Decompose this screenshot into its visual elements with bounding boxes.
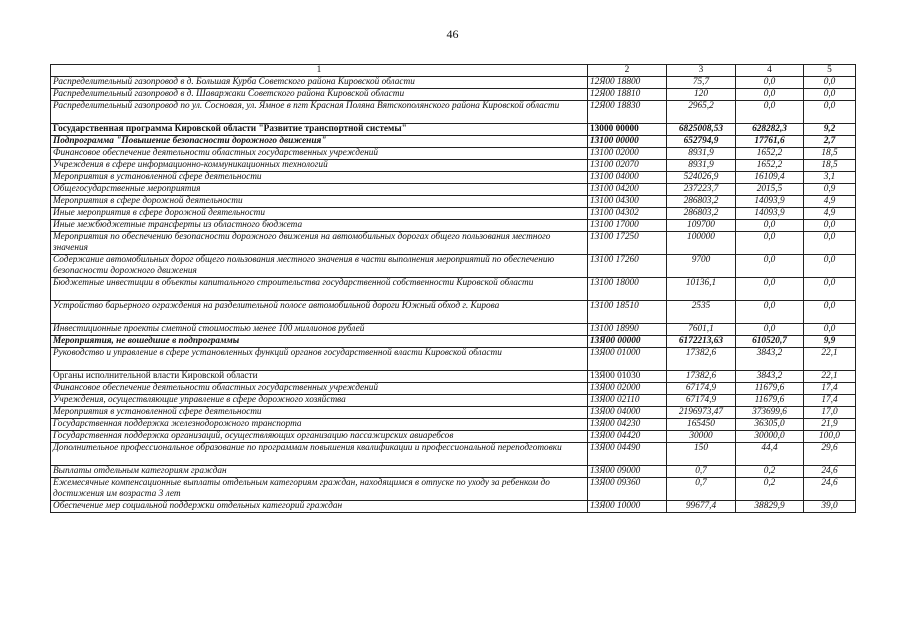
column-header: 2 <box>588 65 667 77</box>
row-actual: 3843,2 <box>736 348 804 371</box>
row-plan: 100000 <box>667 232 736 255</box>
row-name: Мероприятия в установленной сфере деятельности <box>51 172 588 184</box>
row-percent: 0,0 <box>804 232 856 255</box>
table-row <box>51 255 856 278</box>
row-percent: 17,4 <box>804 383 856 395</box>
column-header: 5 <box>804 65 856 77</box>
table-row <box>51 77 856 89</box>
row-actual: 1652,2 <box>736 148 804 160</box>
table-row <box>51 501 856 513</box>
row-code: 13100 02000 <box>588 148 667 160</box>
row-plan: 109700 <box>667 220 736 232</box>
row-plan: 120 <box>667 89 736 101</box>
row-actual: 610520,7 <box>736 336 804 348</box>
row-plan: 2965,2 <box>667 101 736 124</box>
row-plan: 6172213,63 <box>667 336 736 348</box>
row-actual: 0,0 <box>736 255 804 278</box>
row-code: 13Я00 02000 <box>588 383 667 395</box>
row-name: Инвестиционные проекты сметной стоимостью менее 100 миллионов рублей <box>51 324 588 336</box>
row-actual: 11679,6 <box>736 395 804 407</box>
row-name: Иные межбюджетные трансферты из областного бюджета <box>51 220 588 232</box>
row-actual: 0,0 <box>736 324 804 336</box>
row-plan: 30000 <box>667 431 736 443</box>
row-name: Мероприятия, не вошедшие в подпрограммы <box>51 336 588 348</box>
row-plan: 286803,2 <box>667 208 736 220</box>
row-name: Учреждения в сфере информационно-коммуникационных технологий <box>51 160 588 172</box>
table-row <box>51 419 856 431</box>
row-code: 13Я00 01030 <box>588 371 667 383</box>
row-name: Содержание автомобильных дорог общего пользования местного значения в части выполнения мероприятий по обеспечению безопасности дорожного движения <box>51 255 588 278</box>
row-name: Устройство барьерного ограждения на разделительной полосе автомобильной дороги Южный обход г. Кирова <box>51 301 588 324</box>
row-percent: 22,1 <box>804 371 856 383</box>
row-percent: 4,9 <box>804 196 856 208</box>
row-code: 13Я00 01000 <box>588 348 667 371</box>
row-percent: 3,1 <box>804 172 856 184</box>
table-row <box>51 383 856 395</box>
row-plan: 2535 <box>667 301 736 324</box>
table-row <box>51 443 856 466</box>
row-actual: 3843,2 <box>736 371 804 383</box>
table-row <box>51 478 856 501</box>
row-actual: 30000,0 <box>736 431 804 443</box>
row-name: Государственная программа Кировской области "Развитие транспортной системы" <box>51 124 588 136</box>
row-percent: 9,9 <box>804 336 856 348</box>
row-percent: 17,0 <box>804 407 856 419</box>
page-number: 46 <box>446 27 459 41</box>
table-row <box>51 89 856 101</box>
row-code: 13100 04200 <box>588 184 667 196</box>
row-name: Распределительный газопровод по ул. Сосновая, ул. Ямное в пгт Красная Поляна Вятскополянского района Кировской области <box>51 101 588 124</box>
row-name: Мероприятия в сфере дорожной деятельности <box>51 196 588 208</box>
row-name: Ежемесячные компенсационные выплаты отдельным категориям граждан, находящимся в отпуске по уходу за ребенком до достижения им возраста 3 лет <box>51 478 588 501</box>
table-row <box>51 148 856 160</box>
row-name: Органы исполнительной власти Кировской области <box>51 371 588 383</box>
row-percent: 0,0 <box>804 255 856 278</box>
row-code: 13100 04300 <box>588 196 667 208</box>
row-actual: 373699,6 <box>736 407 804 419</box>
row-code: 13100 00000 <box>588 136 667 148</box>
table-row <box>51 160 856 172</box>
row-percent: 29,6 <box>804 443 856 466</box>
row-percent: 24,6 <box>804 478 856 501</box>
row-code: 13Я00 02110 <box>588 395 667 407</box>
table-row <box>51 172 856 184</box>
row-plan: 75,7 <box>667 77 736 89</box>
table-row <box>51 466 856 478</box>
row-code: 13100 18990 <box>588 324 667 336</box>
table-row <box>51 371 856 383</box>
row-actual: 0,2 <box>736 478 804 501</box>
row-name: Государственная поддержка железнодорожного транспорта <box>51 419 588 431</box>
row-actual: 17761,6 <box>736 136 804 148</box>
table-row <box>51 184 856 196</box>
row-name: Финансовое обеспечение деятельности областных государственных учреждений <box>51 148 588 160</box>
row-percent: 0,0 <box>804 324 856 336</box>
row-name: Подпрограмма "Повышение безопасности дорожного движения" <box>51 136 588 148</box>
row-name: Руководство и управление в сфере установленных функций органов государственной власти Кировской области <box>51 348 588 371</box>
row-plan: 17382,6 <box>667 348 736 371</box>
row-actual: 0,0 <box>736 232 804 255</box>
table-row <box>51 220 856 232</box>
row-percent: 2,7 <box>804 136 856 148</box>
table-row <box>51 348 856 371</box>
row-code: 13Я00 09000 <box>588 466 667 478</box>
row-percent: 4,9 <box>804 208 856 220</box>
row-actual: 628282,3 <box>736 124 804 136</box>
row-actual: 14093,9 <box>736 208 804 220</box>
row-name: Финансовое обеспечение деятельности областных государственных учреждений <box>51 383 588 395</box>
row-actual: 1652,2 <box>736 160 804 172</box>
row-actual: 0,2 <box>736 466 804 478</box>
row-plan: 237223,7 <box>667 184 736 196</box>
row-percent: 24,6 <box>804 466 856 478</box>
row-actual: 0,0 <box>736 220 804 232</box>
row-actual: 11679,6 <box>736 383 804 395</box>
row-percent: 0,0 <box>804 278 856 301</box>
row-percent: 18,5 <box>804 160 856 172</box>
row-percent: 0,9 <box>804 184 856 196</box>
row-code: 13Я00 00000 <box>588 336 667 348</box>
row-name: Обеспечение мер социальной поддержки отдельных категорий граждан <box>51 501 588 513</box>
row-actual: 2015,5 <box>736 184 804 196</box>
table-row <box>51 407 856 419</box>
table-row <box>51 208 856 220</box>
row-code: 13Я00 04490 <box>588 443 667 466</box>
row-percent: 0,0 <box>804 89 856 101</box>
column-header: 4 <box>736 65 804 77</box>
row-plan: 67174,9 <box>667 395 736 407</box>
row-percent: 0,0 <box>804 220 856 232</box>
row-code: 13Я00 09360 <box>588 478 667 501</box>
row-percent: 39,0 <box>804 501 856 513</box>
row-name: Общегосударственные мероприятия <box>51 184 588 196</box>
row-plan: 150 <box>667 443 736 466</box>
row-percent: 21,9 <box>804 419 856 431</box>
row-plan: 0,7 <box>667 466 736 478</box>
row-code: 13100 17260 <box>588 255 667 278</box>
table-row <box>51 301 856 324</box>
row-actual: 0,0 <box>736 77 804 89</box>
row-actual: 14093,9 <box>736 196 804 208</box>
budget-table <box>50 64 856 513</box>
table-row <box>51 395 856 407</box>
row-name: Государственная поддержка организаций, осуществляющих организацию пассажирских авиаребсов <box>51 431 588 443</box>
row-actual: 0,0 <box>736 89 804 101</box>
row-code: 13100 18000 <box>588 278 667 301</box>
row-code: 13Я00 04230 <box>588 419 667 431</box>
row-code: 13Я00 04420 <box>588 431 667 443</box>
row-code: 12Я00 18810 <box>588 89 667 101</box>
row-name: Мероприятия в установленной сфере деятельности <box>51 407 588 419</box>
row-code: 13100 17000 <box>588 220 667 232</box>
row-actual: 36305,0 <box>736 419 804 431</box>
row-code: 13Я00 10000 <box>588 501 667 513</box>
row-code: 13100 04000 <box>588 172 667 184</box>
row-plan: 2196973,47 <box>667 407 736 419</box>
row-plan: 652794,9 <box>667 136 736 148</box>
row-code: 13100 18510 <box>588 301 667 324</box>
row-plan: 7601,1 <box>667 324 736 336</box>
row-name: Распределительный газопровод в д. Шаваржаки Советского района Кировской области <box>51 89 588 101</box>
row-code: 13Я00 04000 <box>588 407 667 419</box>
row-percent: 0,0 <box>804 301 856 324</box>
row-percent: 100,0 <box>804 431 856 443</box>
row-plan: 8931,9 <box>667 148 736 160</box>
row-name: Учреждения, осуществляющие управление в сфере дорожного хозяйства <box>51 395 588 407</box>
row-plan: 17382,6 <box>667 371 736 383</box>
row-percent: 17,4 <box>804 395 856 407</box>
row-percent: 9,2 <box>804 124 856 136</box>
row-code: 12Я00 18830 <box>588 101 667 124</box>
row-code: 12Я00 18800 <box>588 77 667 89</box>
table-row <box>51 232 856 255</box>
row-actual: 0,0 <box>736 101 804 124</box>
row-plan: 524026,9 <box>667 172 736 184</box>
row-name: Распределительный газопровод в д. Большая Курба Советского района Кировской области <box>51 77 588 89</box>
table-row <box>51 196 856 208</box>
column-header: 3 <box>667 65 736 77</box>
table-row <box>51 124 856 136</box>
header-row <box>51 65 856 77</box>
row-name: Дополнительное профессиональное образование по программам повышения квалификации и профессиональной переподготовки <box>51 443 588 466</box>
row-percent: 0,0 <box>804 77 856 89</box>
row-actual: 44,4 <box>736 443 804 466</box>
row-code: 13000 00000 <box>588 124 667 136</box>
row-actual: 38829,9 <box>736 501 804 513</box>
row-code: 13100 17250 <box>588 232 667 255</box>
row-code: 13100 02070 <box>588 160 667 172</box>
row-plan: 6825008,53 <box>667 124 736 136</box>
row-actual: 0,0 <box>736 278 804 301</box>
row-name: Иные мероприятия в сфере дорожной деятельности <box>51 208 588 220</box>
row-percent: 0,0 <box>804 101 856 124</box>
row-actual: 0,0 <box>736 301 804 324</box>
row-name: Мероприятия по обеспечению безопасности дорожного движения на автомобильных дорогах общего пользования местного значения <box>51 232 588 255</box>
row-name: Бюджетные инвестиции в объекты капитального строительства государственной собственности Кировской области <box>51 278 588 301</box>
row-plan: 99677,4 <box>667 501 736 513</box>
row-code: 13100 04302 <box>588 208 667 220</box>
table-row <box>51 324 856 336</box>
row-plan: 67174,9 <box>667 383 736 395</box>
row-plan: 165450 <box>667 419 736 431</box>
row-percent: 18,5 <box>804 148 856 160</box>
row-percent: 22,1 <box>804 348 856 371</box>
row-plan: 8931,9 <box>667 160 736 172</box>
table-row <box>51 101 856 124</box>
table-row <box>51 136 856 148</box>
row-actual: 16109,4 <box>736 172 804 184</box>
row-plan: 286803,2 <box>667 196 736 208</box>
row-plan: 10136,1 <box>667 278 736 301</box>
column-header: 1 <box>51 65 588 77</box>
table-row <box>51 431 856 443</box>
row-name: Выплаты отдельным категориям граждан <box>51 466 588 478</box>
table-row <box>51 336 856 348</box>
row-plan: 0,7 <box>667 478 736 501</box>
row-plan: 9700 <box>667 255 736 278</box>
table-row <box>51 278 856 301</box>
